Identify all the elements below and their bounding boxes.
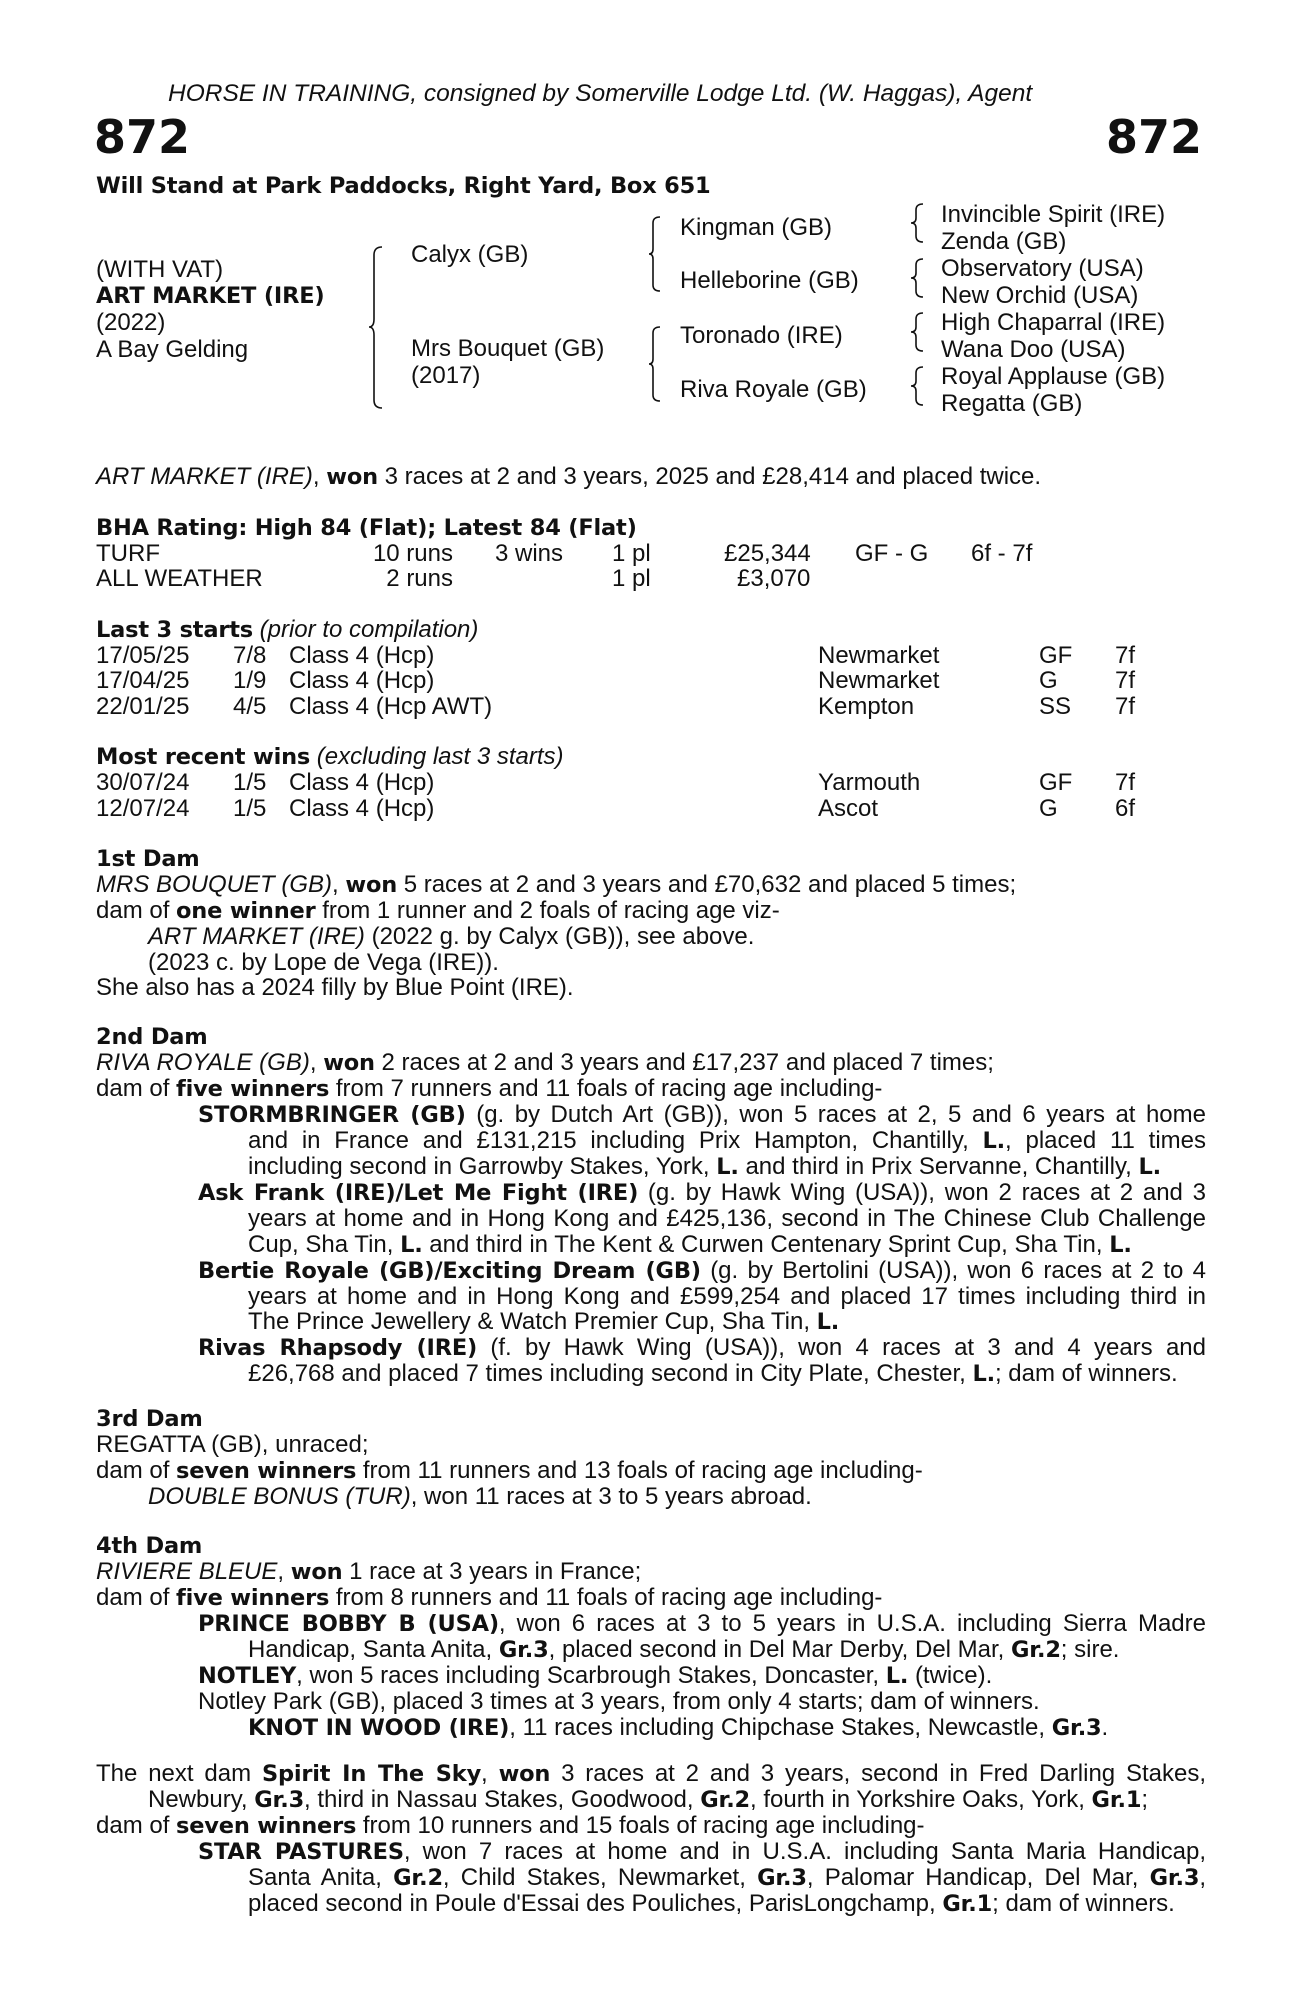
progeny-text: and third in The Kent & Curwen Centenary Sprint Cup, Sha Tin, bbox=[429, 1230, 1103, 1258]
dam-of: dam of bbox=[96, 897, 170, 924]
grade-tag: Gr.3 bbox=[1051, 1714, 1102, 1741]
progeny-text: , Child Stakes, Newmarket, bbox=[442, 1864, 746, 1891]
recent-class: Class 4 (Hcp) bbox=[289, 795, 435, 822]
dam-name: Spirit In The Sky bbox=[261, 1761, 482, 1787]
produce-record: from 7 runners and 11 foals of racing age including- bbox=[335, 1075, 883, 1102]
listed-tag: L. bbox=[972, 1361, 995, 1388]
last3-date: 22/01/25 bbox=[96, 693, 190, 720]
progeny-continuation bbox=[96, 1361, 1206, 1387]
bracket-g3-3 bbox=[910, 311, 926, 355]
recent-course: Yarmouth bbox=[818, 769, 921, 796]
rating-prize-turf: £25,344 bbox=[724, 540, 811, 567]
dam-name: MRS BOUQUET (GB) bbox=[96, 871, 333, 898]
progeny-name: Rivas Rhapsody (IRE) bbox=[198, 1335, 478, 1362]
grade-tag: Gr.1 bbox=[1091, 1787, 1142, 1813]
recent-class: Class 4 (Hcp) bbox=[289, 769, 435, 796]
dam-name: RIVA ROYALE (GB) bbox=[96, 1049, 310, 1076]
rating-pl-turf: 1 pl bbox=[612, 540, 651, 567]
grade-tag: Gr.1 bbox=[942, 1891, 993, 1917]
grade-tag: Gr.2 bbox=[700, 1787, 751, 1813]
last3-class: Class 4 (Hcp AWT) bbox=[289, 693, 493, 720]
ped-dds: Royal Applause (GB) bbox=[941, 363, 1166, 390]
pedigree-bracket-main bbox=[368, 245, 388, 410]
last3-note: (prior to compilation) bbox=[259, 616, 479, 643]
dam-record: 2 races at 2 and 3 years and £17,237 and placed 7 times; bbox=[381, 1049, 994, 1076]
last3-class: Class 4 (Hcp) bbox=[289, 642, 435, 669]
won-label: won bbox=[345, 872, 398, 898]
dam-sire: Toronado (IRE) bbox=[680, 322, 843, 349]
dam-year: (2017) bbox=[411, 362, 481, 389]
rating-surface-aw: ALL WEATHER bbox=[96, 565, 263, 592]
recent-pos: 1/5 bbox=[233, 769, 267, 796]
produce-record: from 1 runner and 2 foals of racing age viz- bbox=[322, 897, 780, 924]
horse-year: (2022) bbox=[96, 309, 166, 336]
last3-going: SS bbox=[1039, 693, 1072, 720]
progeny-continuation: years at home and in Hong Kong and £599,254 and placed 17 times including third in bbox=[248, 1282, 1206, 1310]
progeny-text: , Palomar Handicap, Del Mar, bbox=[806, 1864, 1139, 1891]
dam-of: dam of bbox=[96, 1075, 170, 1102]
first-dam-line-5: She also has a 2024 filly by Blue Point (IRE). bbox=[96, 974, 574, 1002]
ped-sds: Observatory (USA) bbox=[941, 255, 1144, 282]
next-dam-line-1: The next dam Spirit In The Sky, won 3 races at 2 and 3 years, second in Fred Darling Stakes, bbox=[96, 1760, 1207, 1787]
produce-record: from 10 runners and 15 foals of racing age including- bbox=[362, 1812, 925, 1839]
progeny-text: , won 7 races at home and in U.S.A. including Santa Maria Handicap, bbox=[403, 1838, 1207, 1865]
grade-tag: Gr.3 bbox=[1149, 1865, 1200, 1891]
progeny-entry bbox=[96, 1715, 1206, 1741]
sire-bracket bbox=[648, 215, 664, 295]
progeny-name: STAR PASTURES bbox=[198, 1839, 404, 1865]
progeny-continuation bbox=[96, 1154, 1206, 1180]
rating-wins-turf: 3 wins bbox=[495, 540, 564, 567]
ped-sss: Invincible Spirit (IRE) bbox=[941, 201, 1166, 228]
rating-prize-aw: £3,070 bbox=[737, 565, 811, 592]
dam-of: dam of bbox=[96, 1812, 170, 1839]
dam-of: dam of bbox=[96, 1456, 170, 1484]
next-dam-label: The next dam bbox=[96, 1760, 252, 1787]
winners-count: five winners bbox=[176, 1076, 330, 1102]
third-dam-line-3 bbox=[96, 1484, 1206, 1510]
listed-tag: L. bbox=[1109, 1231, 1132, 1258]
last3-going: GF bbox=[1039, 642, 1073, 669]
third-dam-section bbox=[96, 1406, 1206, 1509]
grade-tag: Gr.3 bbox=[757, 1865, 807, 1891]
listed-tag: L. bbox=[816, 1309, 840, 1336]
listed-tag: L. bbox=[400, 1231, 423, 1258]
progeny-entry bbox=[96, 1611, 1206, 1637]
progeny-text: , won 11 races at 3 to 5 years abroad. bbox=[410, 1482, 812, 1510]
recent-date: 12/07/24 bbox=[96, 795, 190, 822]
progeny-continuation bbox=[96, 1865, 1206, 1891]
dam-dam: Riva Royale (GB) bbox=[680, 376, 867, 403]
progeny-text: placed second in Poule d'Essai des Pouliches, ParisLongchamp, bbox=[248, 1890, 936, 1917]
progeny-entry bbox=[96, 1663, 1206, 1689]
next-dam-section bbox=[96, 1761, 1206, 1917]
recent-heading bbox=[96, 744, 564, 770]
progeny-entry bbox=[96, 1335, 1206, 1361]
third-dam-line-2 bbox=[96, 1458, 1206, 1484]
progeny-entry bbox=[96, 1839, 1206, 1865]
bracket-g3-4 bbox=[910, 365, 926, 409]
progeny-text: and third in Prix Servanne, Chantilly, bbox=[745, 1153, 1132, 1180]
progeny-text: (g. by Hawk Wing (USA)), won 2 races at 2 and 3 bbox=[647, 1179, 1206, 1206]
last3-dist: 7f bbox=[1115, 642, 1136, 669]
progeny-text: , placed 11 times bbox=[1005, 1127, 1206, 1154]
progeny-text: Santa Anita, bbox=[248, 1864, 382, 1891]
progeny-continuation bbox=[96, 1309, 1206, 1335]
dam-record: 3 races at 2 and 3 years, second in Fred Darling Stakes, bbox=[561, 1760, 1207, 1787]
recent-date: 30/07/24 bbox=[96, 769, 190, 796]
ped-ssd: Zenda (GB) bbox=[941, 228, 1067, 255]
progeny-text: Handicap, Santa Anita, bbox=[248, 1636, 493, 1663]
progeny-entry: Notley Park (GB), placed 3 times at 3 years, from only 4 starts; dam of winners. bbox=[198, 1688, 1040, 1715]
winners-count: five winners bbox=[176, 1585, 330, 1611]
dam-record: ; bbox=[1141, 1786, 1148, 1813]
last3-date: 17/05/25 bbox=[96, 642, 190, 669]
progeny-continuation bbox=[96, 1637, 1206, 1663]
last3-pos: 4/5 bbox=[233, 693, 267, 720]
first-dam-line-2 bbox=[96, 898, 1206, 924]
grade-tag: Gr.3 bbox=[498, 1637, 549, 1663]
rating-pl-aw: 1 pl bbox=[612, 565, 651, 592]
second-dam-line-2 bbox=[96, 1076, 1206, 1102]
winners-count: seven winners bbox=[176, 1457, 357, 1484]
progeny-text: , won 6 races at 3 to 5 years in U.S.A. including Sierra Madre bbox=[498, 1610, 1206, 1637]
progeny-name: PRINCE BOBBY B (USA) bbox=[198, 1611, 499, 1637]
summary-name: ART MARKET (IRE) bbox=[96, 463, 313, 490]
winners-count: one winner bbox=[176, 898, 316, 924]
last3-title: Last 3 starts bbox=[96, 617, 253, 643]
lot-number-right: 872 bbox=[1105, 110, 1202, 164]
ped-dss: High Chaparral (IRE) bbox=[941, 309, 1166, 336]
second-dam-line-1: RIVA ROYALE (GB), won 2 races at 2 and 3 years and £17,237 and placed 7 times; bbox=[96, 1049, 994, 1076]
progeny-text: (twice). bbox=[914, 1662, 993, 1689]
dam: Mrs Bouquet (GB) bbox=[411, 335, 605, 362]
dam-record: 1 race at 3 years in France; bbox=[349, 1558, 642, 1585]
progeny-name: KNOT IN WOOD (IRE) bbox=[248, 1714, 510, 1741]
next-dam-line-3 bbox=[96, 1813, 1206, 1839]
bracket-g3-2 bbox=[910, 257, 926, 301]
progeny-text: (g. by Bertolini (USA)), won 6 races at 2 to 4 bbox=[710, 1256, 1207, 1284]
progeny-name: DOUBLE BONUS (TUR) bbox=[148, 1482, 411, 1510]
last3-dist: 7f bbox=[1115, 693, 1136, 720]
sire: Calyx (GB) bbox=[411, 241, 529, 268]
produce-record: from 11 runners and 13 foals of racing age including- bbox=[362, 1456, 923, 1484]
last3-pos: 1/9 bbox=[233, 667, 267, 694]
progeny-text: (2022 g. by Calyx (GB)), see above. bbox=[371, 923, 755, 950]
progeny-text: . bbox=[1101, 1713, 1109, 1741]
ped-ddd: Regatta (GB) bbox=[941, 390, 1083, 417]
recent-title: Most recent wins bbox=[96, 744, 311, 770]
sire-dam: Helleborine (GB) bbox=[680, 267, 859, 294]
horse-description: A Bay Gelding bbox=[96, 336, 249, 363]
progeny-text: ; sire. bbox=[1060, 1636, 1120, 1663]
fourth-dam-line-2 bbox=[96, 1585, 1206, 1611]
progeny-name: Bertie Royale (GB)/Exciting Dream (GB) bbox=[198, 1257, 701, 1284]
fourth-dam-line-1: RIVIERE BLEUE, won 1 race at 3 years in France; bbox=[96, 1558, 642, 1585]
rating-surface-turf: TURF bbox=[96, 540, 160, 567]
dam-record: 5 races at 2 and 3 years and £70,632 and placed 5 times; bbox=[403, 871, 1017, 898]
listed-tag: L. bbox=[716, 1154, 739, 1180]
progeny-text: , placed second in Del Mar Derby, Del Mar, bbox=[548, 1636, 1005, 1663]
recent-note: (excluding last 3 starts) bbox=[316, 743, 564, 770]
listed-tag: L. bbox=[885, 1663, 909, 1689]
first-dam-section bbox=[96, 846, 1206, 1001]
won-label: won bbox=[498, 1761, 551, 1787]
bracket-g3-1 bbox=[910, 202, 926, 246]
last3-class: Class 4 (Hcp) bbox=[289, 667, 435, 694]
rating-title: BHA Rating: High 84 (Flat); Latest 84 (Flat) bbox=[96, 515, 637, 541]
progeny-text: , bbox=[1199, 1864, 1206, 1891]
won-label: won bbox=[323, 1050, 375, 1076]
progeny-text: ; dam of winners. bbox=[994, 1360, 1178, 1388]
progeny-name: STORMBRINGER (GB) bbox=[198, 1102, 466, 1128]
produce-record: from 8 runners and 11 foals of racing age including- bbox=[335, 1584, 883, 1611]
recent-dist: 6f bbox=[1115, 795, 1136, 822]
first-dam-line-3 bbox=[96, 924, 1206, 950]
last3-heading bbox=[96, 617, 478, 643]
progeny-continuation bbox=[96, 1232, 1206, 1258]
horse-name: ART MARKET (IRE) bbox=[96, 283, 325, 309]
dam-of: dam of bbox=[96, 1584, 170, 1611]
progeny-text: (f. by Hawk Wing (USA)), won 4 races at 3 and 4 years and bbox=[490, 1334, 1207, 1362]
dam-record: Newbury, bbox=[148, 1786, 248, 1813]
rating-runs-turf: 10 runs bbox=[372, 540, 453, 567]
last3-date: 17/04/25 bbox=[96, 667, 190, 694]
dam-record: , fourth in Yorkshire Oaks, York, bbox=[750, 1786, 1085, 1813]
grade-tag: Gr.3 bbox=[254, 1787, 305, 1813]
last3-course: Newmarket bbox=[818, 642, 940, 669]
third-dam-title: 3rd Dam bbox=[96, 1406, 203, 1432]
progeny-text: , won 5 races including Scarbrough Stakes, Doncaster, bbox=[296, 1662, 880, 1689]
stand-location: Will Stand at Park Paddocks, Right Yard, Box 651 bbox=[96, 173, 711, 199]
first-dam-title: 1st Dam bbox=[96, 846, 200, 872]
recent-course: Ascot bbox=[818, 795, 879, 822]
progeny-name: Ask Frank (IRE)/Let Me Fight (IRE) bbox=[198, 1180, 639, 1206]
recent-dist: 7f bbox=[1115, 769, 1136, 796]
ped-sdd: New Orchid (USA) bbox=[941, 282, 1139, 309]
third-dam-line-1: REGATTA (GB), unraced; bbox=[96, 1431, 369, 1458]
first-dam-line-1: MRS BOUQUET (GB), won 5 races at 2 and 3 years and £70,632 and placed 5 times; bbox=[96, 871, 1017, 898]
progeny-text: , 11 races including Chipchase Stakes, Newcastle, bbox=[509, 1713, 1046, 1741]
sire-sire: Kingman (GB) bbox=[680, 214, 833, 241]
lot-number-left: 872 bbox=[94, 110, 191, 164]
progeny-continuation: years at home and in Hong Kong and £425,136, second in The Chinese Club Challenge bbox=[248, 1205, 1206, 1232]
last3-dist: 7f bbox=[1115, 667, 1136, 694]
dam-bracket bbox=[648, 325, 664, 405]
race-summary: ART MARKET (IRE), won 3 races at 2 and 3 years, 2025 and £28,414 and placed twice. bbox=[96, 463, 1042, 490]
listed-tag: L. bbox=[1138, 1154, 1162, 1180]
second-dam-title: 2nd Dam bbox=[96, 1024, 208, 1050]
grade-tag: Gr.2 bbox=[393, 1865, 443, 1891]
progeny-text: ; dam of winners. bbox=[992, 1890, 1175, 1917]
last3-pos: 7/8 bbox=[233, 642, 267, 669]
rating-going-turf: GF - G bbox=[855, 540, 929, 567]
last3-course: Newmarket bbox=[818, 667, 940, 694]
rating-runs-aw: 2 runs bbox=[386, 565, 453, 592]
fourth-dam-section bbox=[96, 1533, 1206, 1741]
summary-text: 3 races at 2 and 3 years, 2025 and £28,414 and placed twice. bbox=[384, 463, 1042, 490]
progeny-name: NOTLEY bbox=[198, 1663, 297, 1689]
grade-tag: Gr.2 bbox=[1011, 1637, 1061, 1663]
progeny-entry bbox=[96, 1102, 1206, 1128]
next-dam-line-2 bbox=[96, 1787, 1206, 1813]
rating-dist-turf: 6f - 7f bbox=[971, 540, 1033, 567]
dam-name: RIVIERE BLEUE bbox=[96, 1558, 278, 1585]
ped-dsd: Wana Doo (USA) bbox=[941, 336, 1126, 363]
progeny-name: ART MARKET (IRE) bbox=[148, 923, 365, 950]
progeny-continuation bbox=[96, 1128, 1206, 1154]
progeny-continuation bbox=[96, 1891, 1206, 1917]
summary-won: won bbox=[326, 464, 378, 490]
progeny-text: £26,768 and placed 7 times including second in City Plate, Chester, bbox=[248, 1360, 966, 1388]
progeny-text: The Prince Jewellery & Watch Premier Cup, Sha Tin, bbox=[248, 1308, 810, 1336]
last3-course: Kempton bbox=[818, 693, 915, 720]
winners-count: seven winners bbox=[176, 1813, 357, 1839]
recent-going: G bbox=[1039, 795, 1058, 822]
recent-pos: 1/5 bbox=[233, 795, 267, 822]
progeny-entry bbox=[96, 1180, 1206, 1206]
progeny-text: including second in Garrowby Stakes, York, bbox=[248, 1153, 710, 1180]
second-dam-section bbox=[96, 1024, 1206, 1387]
last3-going: G bbox=[1039, 667, 1058, 694]
recent-going: GF bbox=[1039, 769, 1073, 796]
progeny-entry bbox=[96, 1258, 1206, 1284]
progeny-text: (g. by Dutch Art (GB)), won 5 races at 2, 5 and 6 years at home bbox=[476, 1101, 1206, 1128]
listed-tag: L. bbox=[982, 1128, 1006, 1154]
vat-note: (WITH VAT) bbox=[96, 256, 224, 283]
consignment-line: HORSE IN TRAINING, consigned by Somerville Lodge Ltd. (W. Haggas), Agent bbox=[168, 80, 1033, 107]
progeny-text: Cup, Sha Tin, bbox=[248, 1230, 394, 1258]
won-label: won bbox=[290, 1559, 343, 1585]
progeny-text: and in France and £131,215 including Prix Hampton, Chantilly, bbox=[248, 1127, 969, 1154]
dam-record: , third in Nassau Stakes, Goodwood, bbox=[304, 1786, 694, 1813]
fourth-dam-title: 4th Dam bbox=[96, 1533, 203, 1559]
first-dam-line-4: (2023 c. by Lope de Vega (IRE)). bbox=[148, 948, 499, 976]
